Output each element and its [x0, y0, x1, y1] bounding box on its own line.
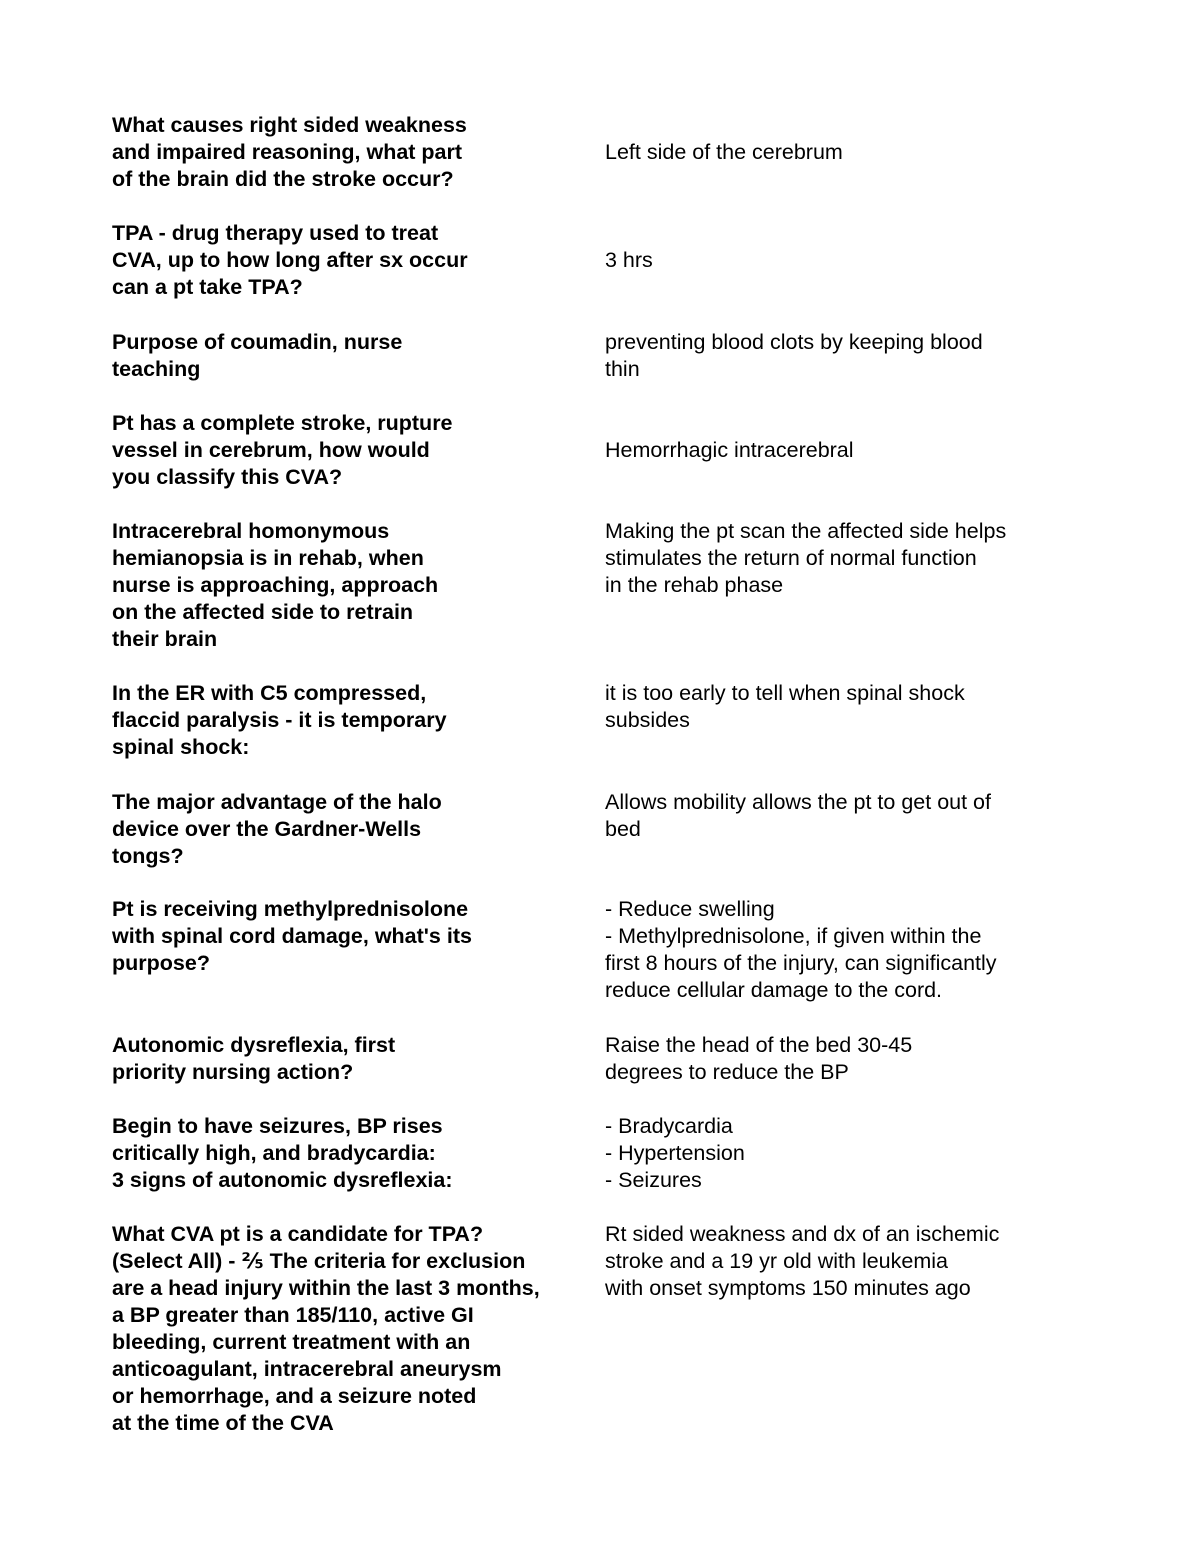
question [112, 329, 592, 383]
question-line: purpose? [112, 951, 210, 975]
answer-line: Hemorrhagic intracerebral [605, 438, 854, 462]
question-line: and impaired reasoning, what part [112, 140, 463, 164]
question-line: spinal shock: [112, 735, 250, 759]
answer-line: thin [605, 357, 640, 381]
question [112, 1221, 592, 1437]
answer-line: - Bradycardia [605, 1114, 733, 1138]
question-line: nurse is approaching, approach [112, 573, 439, 597]
question-line: with spinal cord damage, what's its [112, 924, 472, 948]
answer [605, 1032, 1065, 1086]
question-line: can a pt take TPA? [112, 275, 303, 299]
question-line: 3 signs of autonomic dysreflexia: [112, 1168, 453, 1192]
question-line: their brain [112, 627, 218, 651]
question-line: The major advantage of the halo [112, 790, 442, 814]
question-line: device over the Gardner-Wells [112, 817, 422, 841]
question-line: What causes right sided weakness [112, 113, 467, 137]
answer-line: it is too early to tell when spinal shock [605, 681, 965, 705]
question [112, 680, 592, 761]
answer [605, 789, 1065, 843]
answer-line: reduce cellular damage to the cord. [605, 978, 943, 1002]
answer-line: preventing blood clots by keeping blood [605, 330, 983, 354]
answer-line: - Methylprednisolone, if given within the [605, 924, 982, 948]
answer-line: stroke and a 19 yr old with leukemia [605, 1249, 948, 1273]
question-line: Pt has a complete stroke, rupture [112, 411, 453, 435]
answer-line: Rt sided weakness and dx of an ischemic [605, 1222, 1000, 1246]
answer-line: with onset symptoms 150 minutes ago [605, 1276, 971, 1300]
question-line: vessel in cerebrum, how would [112, 438, 430, 462]
question-line: bleeding, current treatment with an [112, 1330, 471, 1354]
answer-line: Making the pt scan the affected side helps [605, 519, 1007, 543]
question [112, 1113, 592, 1194]
answer [605, 437, 1065, 464]
question-line: Pt is receiving methylprednisolone [112, 897, 469, 921]
question [112, 1032, 592, 1086]
question-line: critically high, and bradycardia: [112, 1141, 436, 1165]
question [112, 896, 592, 977]
answer-line: Allows mobility allows the pt to get out of [605, 790, 991, 814]
answer-line: in the rehab phase [605, 573, 784, 597]
answer [605, 247, 1065, 274]
answer-line: Left side of the cerebrum [605, 140, 843, 164]
question [112, 410, 592, 491]
answer [605, 518, 1065, 599]
question [112, 220, 592, 301]
question-line: are a head injury within the last 3 months, [112, 1276, 540, 1300]
question-line: you classify this CVA? [112, 465, 343, 489]
question-line: of the brain did the stroke occur? [112, 167, 454, 191]
question-line: Intracerebral homonymous [112, 519, 390, 543]
answer-line: degrees to reduce the BP [605, 1060, 849, 1084]
question-line: Autonomic dysreflexia, first [112, 1033, 396, 1057]
answer [605, 139, 1065, 166]
question-line: Begin to have seizures, BP rises [112, 1114, 443, 1138]
answer-line: first 8 hours of the injury, can significantly [605, 951, 997, 975]
answer-line: - Seizures [605, 1168, 702, 1192]
answer [605, 1113, 1065, 1194]
question-line: a BP greater than 185/110, active GI [112, 1303, 474, 1327]
question-line: flaccid paralysis - it is temporary [112, 708, 447, 732]
answer-line: - Reduce swelling [605, 897, 775, 921]
answer-line: Raise the head of the bed 30-45 [605, 1033, 913, 1057]
answer [605, 1221, 1065, 1302]
answer [605, 329, 1065, 383]
answer-line: subsides [605, 708, 690, 732]
answer [605, 680, 1065, 734]
answer-line: - Hypertension [605, 1141, 745, 1165]
question [112, 518, 592, 653]
question-line: or hemorrhage, and a seizure noted [112, 1384, 477, 1408]
question-line: hemianopsia is in rehab, when [112, 546, 424, 570]
answer [605, 896, 1065, 1004]
question-line: In the ER with C5 compressed, [112, 681, 427, 705]
question-line: anticoagulant, intracerebral aneurysm [112, 1357, 502, 1381]
question-line: on the affected side to retrain [112, 600, 414, 624]
question-line: (Select All) - ⅖ The criteria for exclusion [112, 1249, 526, 1273]
answer-line: stimulates the return of normal function [605, 546, 977, 570]
question [112, 789, 592, 870]
question-line: What CVA pt is a candidate for TPA? [112, 1222, 484, 1246]
answer-line: 3 hrs [605, 248, 653, 272]
question-line: teaching [112, 357, 201, 381]
question-line: CVA, up to how long after sx occur [112, 248, 468, 272]
question-line: at the time of the CVA [112, 1411, 334, 1435]
question-line: tongs? [112, 844, 184, 868]
question-line: Purpose of coumadin, nurse [112, 330, 403, 354]
question-line: priority nursing action? [112, 1060, 354, 1084]
question [112, 112, 592, 193]
question-line: TPA - drug therapy used to treat [112, 221, 439, 245]
answer-line: bed [605, 817, 641, 841]
